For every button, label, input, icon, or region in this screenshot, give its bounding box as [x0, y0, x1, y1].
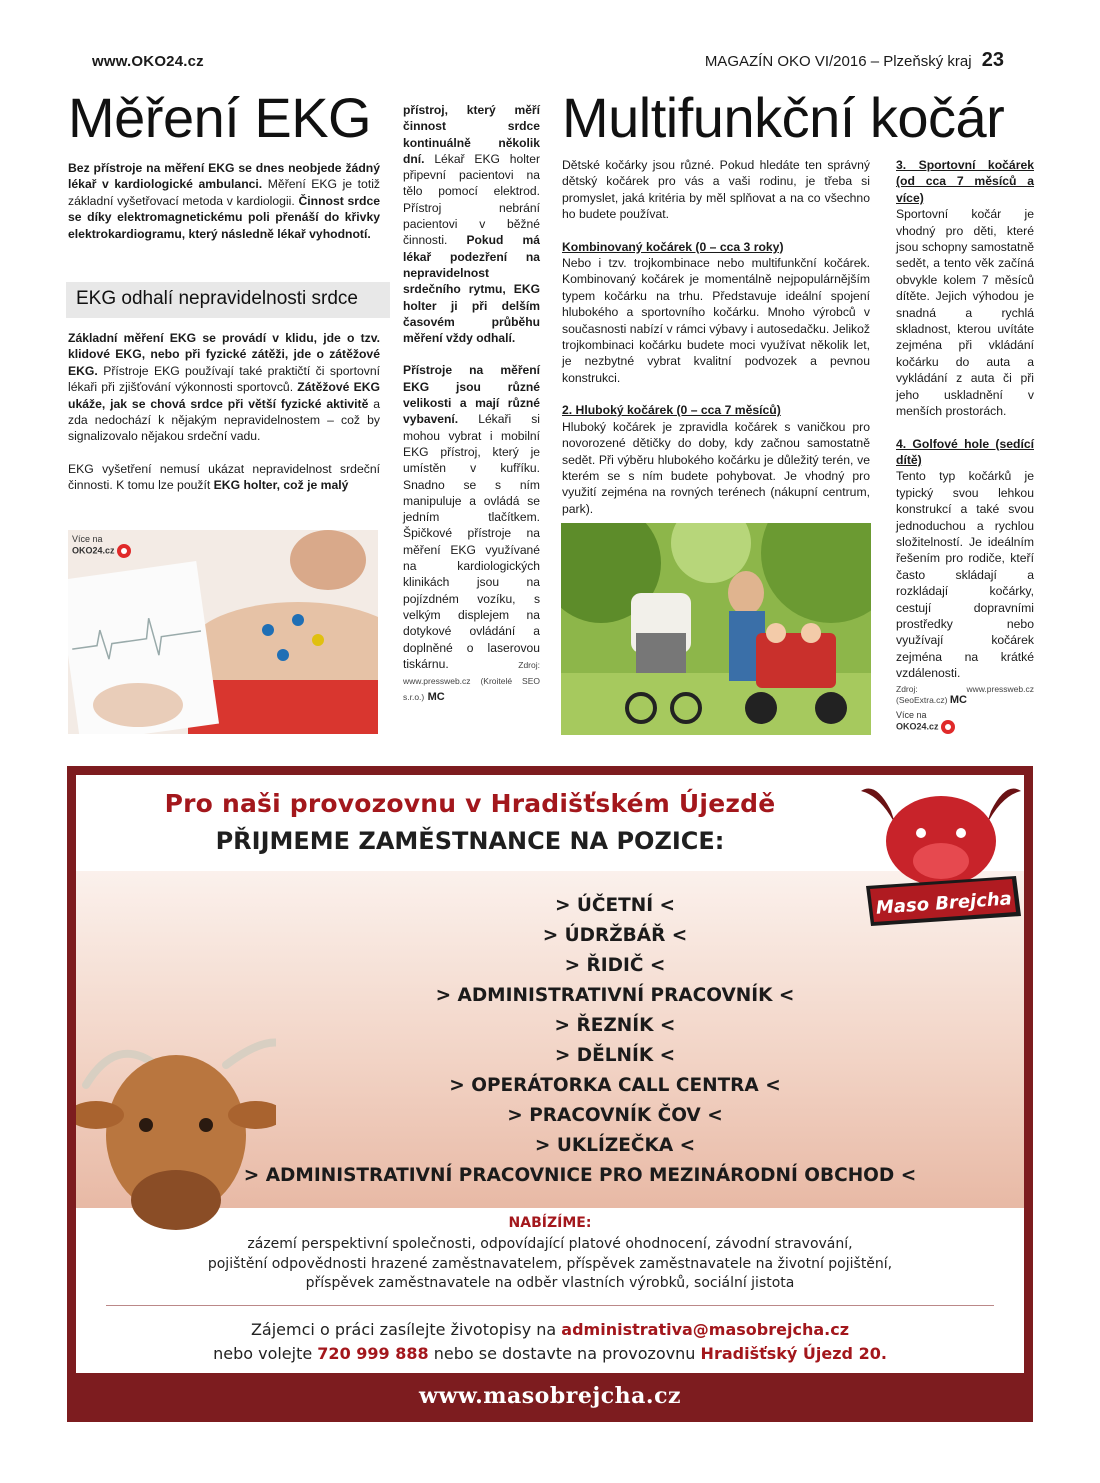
stroller-column-1	[562, 157, 870, 533]
logo-text: Maso Brejcha	[875, 888, 1013, 919]
divider	[106, 1305, 994, 1306]
job-position: > UKLÍZEČKA <	[534, 1135, 696, 1156]
ekg-source: Zdroj: www.pressweb.cz (Kroitelé SEO s.r.o.)	[403, 659, 540, 703]
vice-site-label: OKO24.cz	[72, 545, 115, 556]
ekg-c2-bold: přístroj, který měří činnost srdce kontinuálně několik dní.	[403, 103, 540, 166]
job-position: > OPERÁTORKA CALL CENTRA <	[449, 1075, 781, 1096]
stroller-s2-head: 2. Hluboký kočárek (0 – cca 7 měsíců)	[562, 403, 781, 418]
page-header	[705, 49, 1004, 72]
stroller-title: Multifunkční kočár	[562, 86, 1005, 149]
ad-subheadline: PŘIJMEME ZAMĚSTNANCE NA POZICE:	[215, 827, 725, 855]
contact-phone[interactable]: 720 999 888	[317, 1344, 429, 1363]
ekg-title: Měření EKG	[68, 86, 372, 149]
contact-call-label: nebo volejte	[213, 1344, 313, 1363]
stroller-source	[896, 684, 1034, 706]
oko24-logo-icon-2	[941, 720, 955, 734]
ekg-lead-bold: Bez přístroje na měření EKG se dnes neobjede žádný lékař v kardiologické ambulanci.	[68, 161, 380, 192]
ad-headline: Pro naši provozovnu v Hradišťském Újezdě	[164, 789, 776, 818]
job-position: > ÚDRŽBÁŘ <	[542, 925, 688, 946]
stroller-author: MC	[949, 693, 967, 706]
offer-label: NABÍZÍME:	[508, 1215, 592, 1231]
offer-line: příspěvek zaměstnavatele na odběr vlastních výrobků, sociální jistota	[305, 1275, 795, 1291]
site-url[interactable]: www.OKO24.cz	[92, 53, 204, 70]
ekg-p3-rest: EKG vyšetření nemusí ukázat nepravidelnost srdeční činnosti. K tomu lze použít	[68, 461, 380, 493]
offer-line: zázemí perspektivní společnosti, odpovídající platové ohodnocení, závodní stravování,	[247, 1236, 853, 1252]
job-position: > ÚČETNÍ <	[554, 895, 676, 916]
ekg-p3-bold: EKG holter, což je malý	[213, 478, 349, 493]
contact-place: Hradišťský Újezd 20.	[700, 1344, 887, 1363]
job-position: > ŘIDIČ <	[564, 955, 666, 976]
job-position: > ADMINISTRATIVNÍ PRACOVNÍK <	[435, 985, 795, 1006]
ekg-c2-p2-rest: Lékaři si mohou vybrat i mobilní EKG přístroj, který je umístěn v kufříku. Snadno se s ním manipuluje a ovládá se jedním tlačítkem. Špičkové přístroje na měření EKG využívané na kardiologických klinikách jsou na pojízdném vozíku, s velkým displejem na dotykové ovládání a doplněné o laserovou tiskárnu.	[403, 412, 540, 671]
stroller-photo	[561, 523, 871, 735]
ekg-column-2	[403, 102, 540, 722]
ekg-author: MC	[427, 691, 445, 704]
more-on-oko24-2[interactable]	[896, 710, 1034, 734]
stroller-intro: Dětské kočárky jsou různé. Pokud hledáte ten správný dětský kočárek pro vás a vaši rodinu, je třeba si promyslet, jaká kritéria by měl splňovat a na co všechno ho budete používat.	[562, 158, 870, 222]
more-on-oko24[interactable]	[72, 534, 131, 558]
ekg-lead-bold-2: Činnost srdce se díky elektromagnetickému poli přenáší do křivky elektrokardiogramu, který následně lékař vyhodnotí.	[68, 193, 380, 241]
ekg-body	[68, 330, 380, 510]
stroller-s2-text: Hluboký kočárek je zpravidla kočárek s vaničkou pro novorozené dětičky do doby, kdy začnou samostatně sedět. Při výběru hlubokého kočárku je důležitý terén, ve kterém se s ním budete pohybovat. Je vhodný pro využití zejména na rovných terénech (nákupní centrum, park).	[562, 419, 870, 516]
job-position: > DĚLNÍK <	[554, 1045, 676, 1066]
offer-line: pojištění odpovědnosti hrazené zaměstnavatelem, příspěvek zaměstnavatele na životní pojištění,	[207, 1255, 893, 1272]
ekg-lead-rest: Měření EKG je totiž základní vyšetřovací metoda v kardiologii.	[68, 177, 381, 208]
job-position: > ADMINISTRATIVNÍ PRACOVNICE PRO MEZINÁRODNÍ OBCHOD <	[243, 1165, 917, 1186]
ekg-c2-bold-2: Pokud má lékař podezření na nepravidelnost srdečního rytmu, EKG holter ji při delším časovém průběhu měření vždy odhalí.	[403, 233, 540, 346]
ekg-photo	[68, 530, 378, 734]
vice-na-label: Více na	[72, 534, 103, 544]
ekg-patient-illustration	[68, 530, 378, 734]
stroller-s4-text: Tento typ kočárků je typický svou lehkou konstrukcí a také svou jednoduchou a rychlou složitelností. Je ideálním řešením pro rodiče, kteří často skládají a rozkládají kočárky, cestují dopravními prostředky nebo využívají kočárek zejména na krátké vzdálenosti.	[896, 469, 1034, 681]
ekg-p2-rest-2: a zda nedochází k nějakým nepravidelnostem – což by signalizovalo nějakou srdeční vadu.	[68, 396, 380, 444]
stroller-column-2	[896, 157, 1034, 734]
ekg-c2-rest: Lékař EKG holter připevní pacientovi na tělo pomocí elektrod. Přístroj nebrání pacientovi v běžné činnosti.	[403, 151, 540, 248]
ekg-subhead: EKG odhalí nepravidelnosti srdce	[66, 282, 390, 318]
vice-site-label-2: OKO24.cz	[896, 720, 939, 731]
stroller-s1-text: Nebo i tzv. trojkombinace nebo multifunkční kočárek. Kombinovaný kočárek je momentálně nejpopulárnějším typem kočárku na trhu. Představuje ideální spojení hlubokého a sportovního kočárku. Mnoho výrobců v současnosti nabízí v rámci výbavy i autosedačku. Jelikož trojkombinaci kočárku budete moci využívat několik let, je nezbytné vybrat kvalitní podvozek a pevnou konstrukci.	[562, 256, 870, 385]
contact-section	[76, 1318, 1024, 1366]
stroller-s1-head: Kombinovaný kočárek (0 – cca 3 roky)	[562, 239, 784, 254]
job-advertisement	[67, 766, 1033, 1422]
mother-strollers-illustration	[561, 523, 871, 735]
stroller-source-text: Zdroj: www.pressweb.cz (SeoExtra.cz)	[896, 683, 1034, 705]
ekg-p2-bold: Základní měření EKG se provádí v klidu, jde o tzv. klidové EKG, nebo při fyzické zátěži, jde o zátěžové EKG.	[68, 331, 380, 378]
ad-panel	[76, 775, 1024, 1373]
oko24-logo-icon	[117, 544, 131, 558]
contact-visit-label: nebo se dostavte na provozovnu	[433, 1344, 696, 1363]
ekg-c2-p2-bold: Přístroje na měření EKG jsou různé velikosti a mají různé vybavení.	[403, 363, 540, 427]
job-positions-list	[76, 891, 1024, 1191]
job-position: > ŘEZNÍK <	[554, 1015, 676, 1036]
vice-na-label-2: Více na	[896, 709, 927, 720]
ekg-p2-bold-2: Zátěžové EKG ukáže, jak se chová srdce při větší fyzické aktivitě	[68, 380, 381, 411]
ekg-lead	[68, 160, 380, 258]
ekg-p2-rest: Přístroje EKG používají také praktičtí či sportovní lékaři při zjišťování výkonnosti sportovců.	[68, 363, 380, 395]
contact-email-link[interactable]: administrativa@masobrejcha.cz	[561, 1320, 850, 1339]
magazine-title: MAGAZÍN OKO VI/2016 – Plzeňský kraj	[704, 53, 972, 70]
contact-intro: Zájemci o práci zasílejte životopisy na	[250, 1320, 557, 1339]
ad-website-link[interactable]: www.masobrejcha.cz	[419, 1383, 681, 1409]
stroller-s3-text: Sportovní kočár je vhodný pro děti, které jsou schopny samostatně sedět, a tento věk začíná obvykle kolem 7 měsíců dítěte. Jejich výhodou je snadná a rychlá skladnost, kterou uvítáte zejména při vkládání kočárku do auta a vykládání z auta či při jeho uskladnění v menších prostorách.	[896, 207, 1034, 419]
job-position: > PRACOVNÍK ČOV <	[507, 1105, 723, 1126]
offer-section	[76, 1215, 1024, 1294]
page-number: 23	[981, 49, 1004, 71]
stroller-s4-head: 4. Golfové hole (sedící dítě)	[896, 436, 1034, 467]
stroller-s3-head: 3. Sportovní kočárek (od cca 7 měsíců a více)	[896, 158, 1034, 205]
